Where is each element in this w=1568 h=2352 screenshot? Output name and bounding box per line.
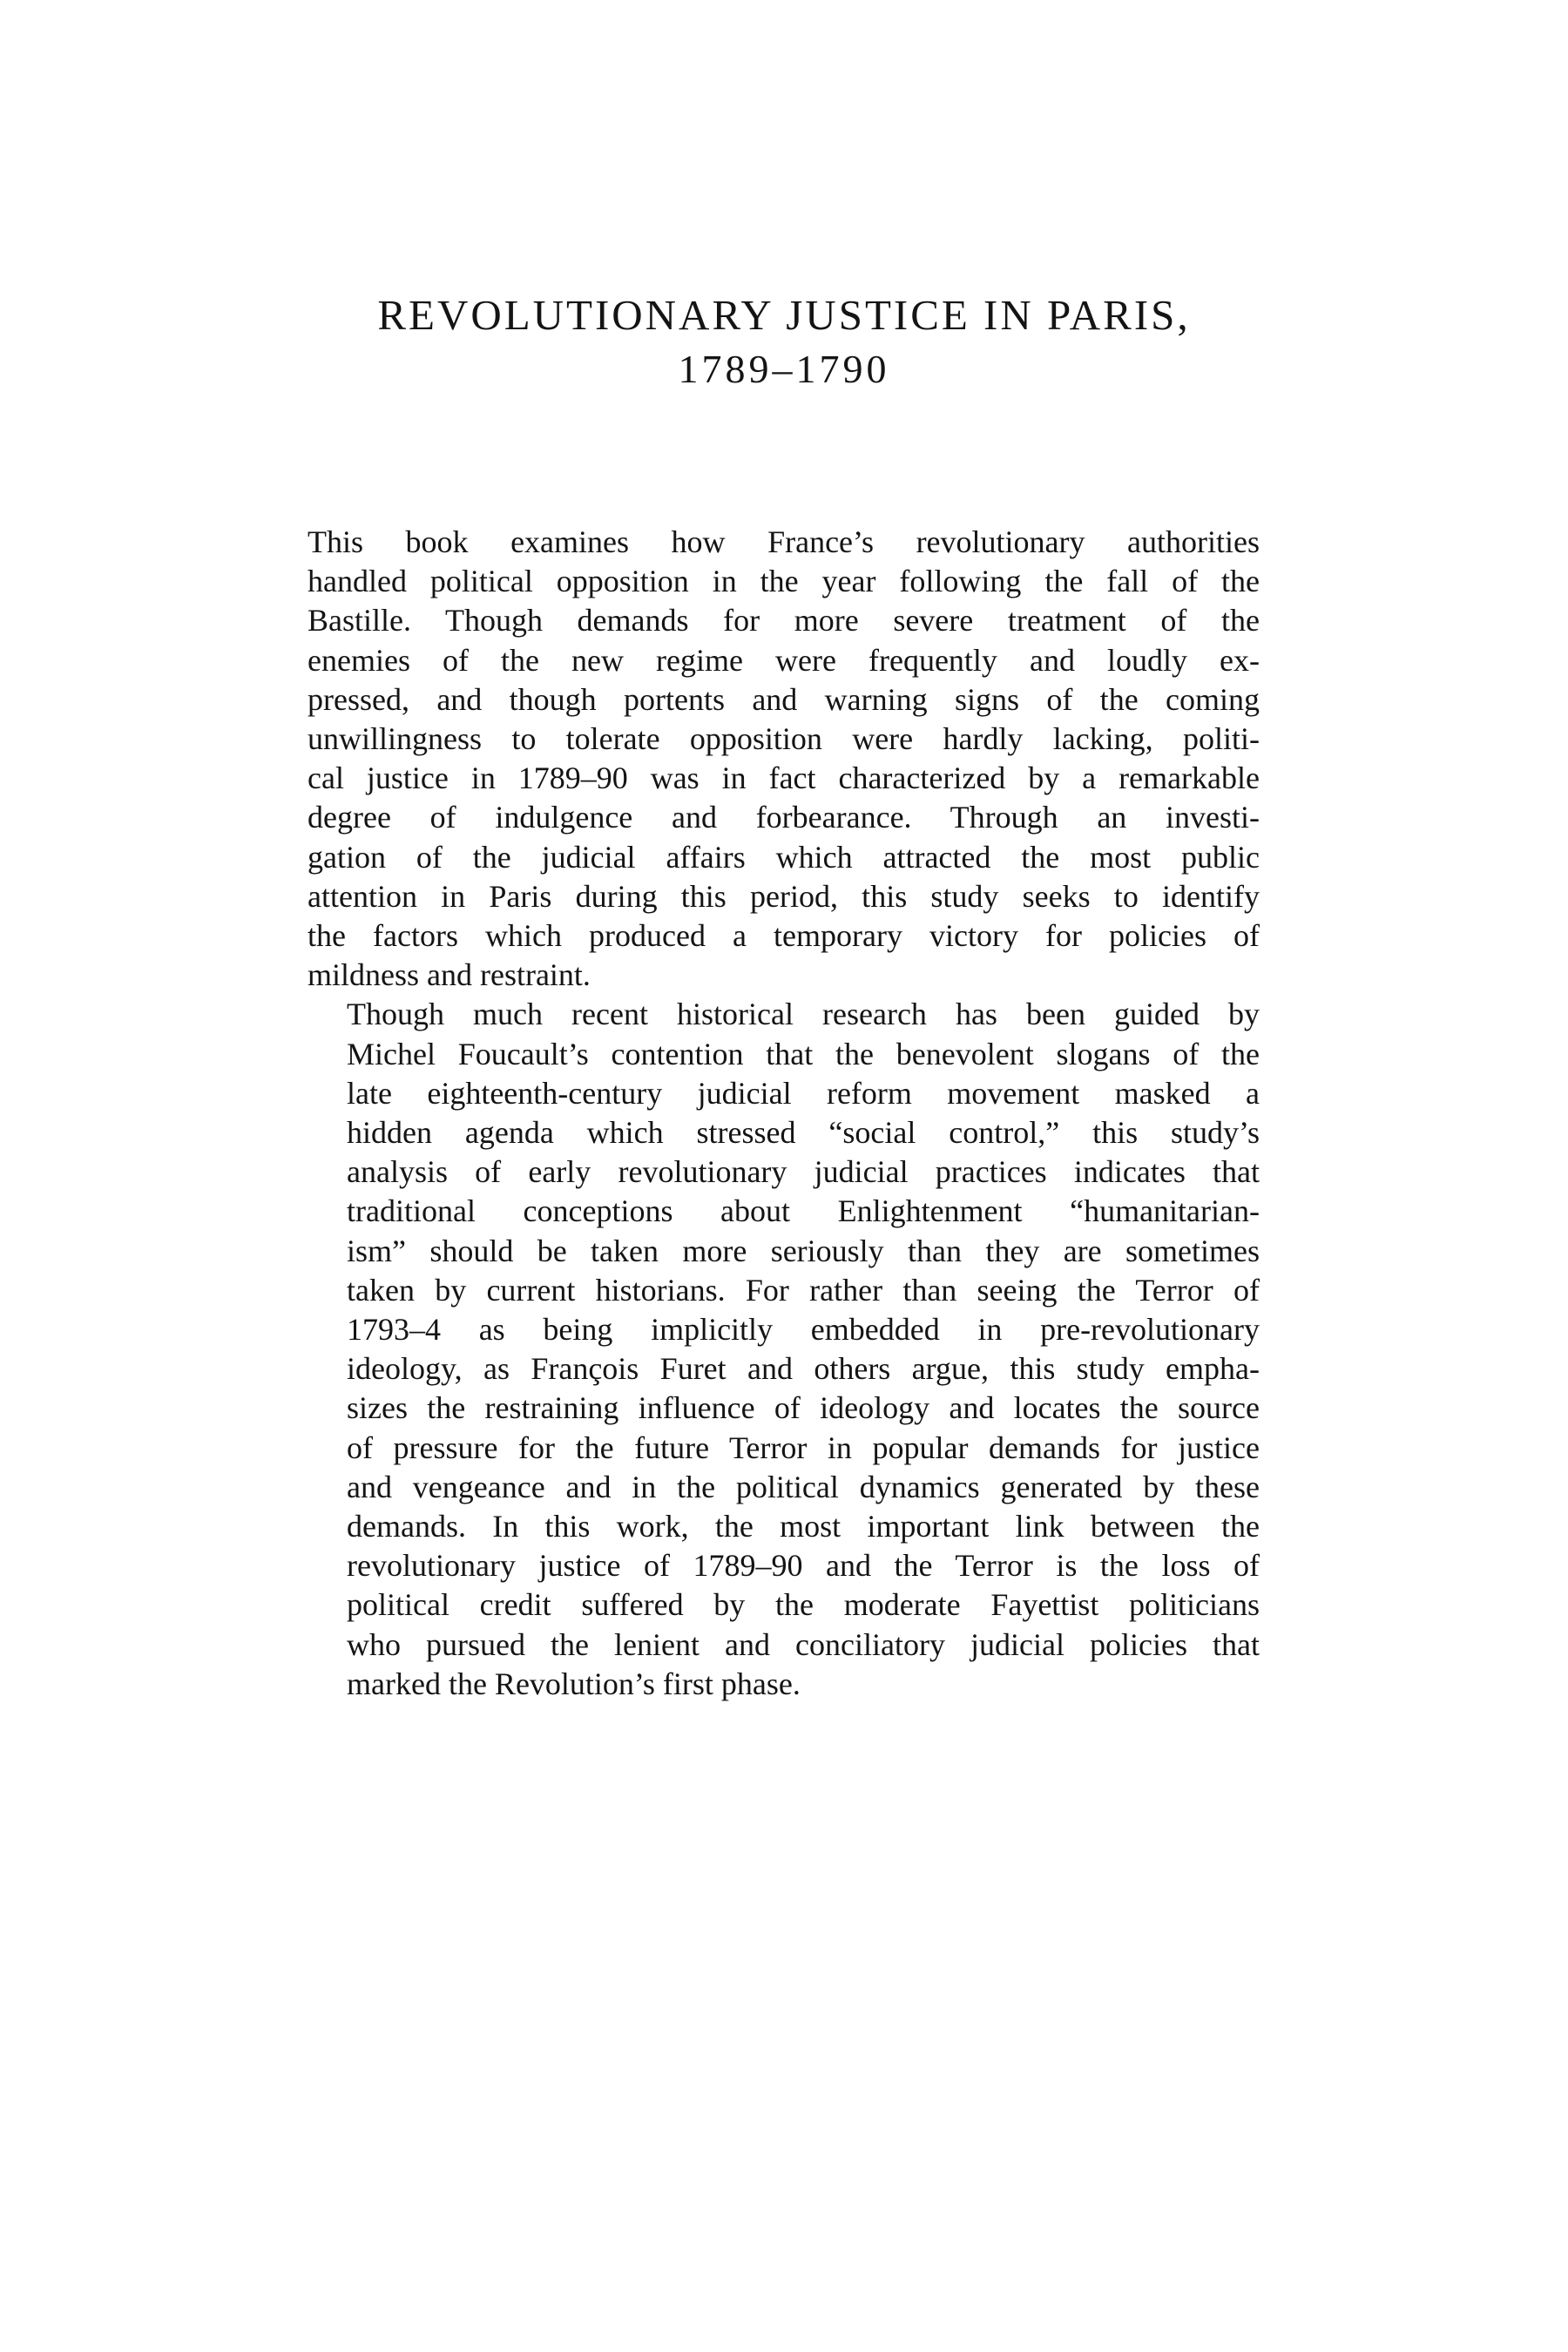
text-line: handled political opposition in the year following the fall of the bbox=[308, 564, 1260, 599]
text-line: Though much recent historical research has been guided by bbox=[347, 997, 1260, 1032]
text-line: of pressure for the future Terror in popular demands for justice bbox=[347, 1429, 1260, 1465]
text-line: This book examines how France’s revolutionary authorities bbox=[308, 524, 1260, 559]
book-date-range: 1789–1790 bbox=[678, 347, 890, 391]
text-line: gation of the judicial affairs which attracted the most public bbox=[308, 839, 1260, 875]
text-line: sizes the restraining influence of ideology and locates the source bbox=[347, 1390, 1260, 1426]
text-line: unwillingness to tolerate opposition were hardly lacking, politi- bbox=[308, 721, 1260, 757]
text-line: ism” should be taken more seriously than they are sometimes bbox=[347, 1233, 1260, 1268]
text-line: hidden agenda which stressed “social control,” this study’s bbox=[347, 1115, 1260, 1151]
text-line: marked the Revolution’s first phase. bbox=[347, 1666, 801, 1701]
text-line: revolutionary justice of 1789–90 and the Terror is the loss of bbox=[347, 1548, 1260, 1584]
text-line: pressed, and though portents and warning signs of the coming bbox=[308, 681, 1260, 717]
text-line: Bastille. Though demands for more severe treatment of the bbox=[308, 603, 1260, 639]
text-line: and vengeance and in the political dynamics generated by these bbox=[347, 1469, 1260, 1504]
text-line: Michel Foucault’s contention that the benevolent slogans of the bbox=[347, 1036, 1260, 1071]
text-line: mildness and restraint. bbox=[308, 957, 591, 993]
text-line: attention in Paris during this period, this study seeks to identify bbox=[308, 878, 1260, 914]
description-paragraph-2 bbox=[308, 995, 1260, 1704]
text-line: demands. In this work, the most important link between the bbox=[347, 1509, 1260, 1544]
book-title: REVOLUTIONARY JUSTICE IN PARIS, bbox=[377, 291, 1191, 339]
text-line: who pursued the lenient and conciliatory judicial policies that bbox=[347, 1626, 1260, 1662]
book-description bbox=[308, 523, 1260, 1704]
text-line: cal justice in 1789–90 was in fact characterized by a remarkable bbox=[308, 760, 1260, 796]
title-block bbox=[174, 287, 1394, 395]
text-line: enemies of the new regime were frequently and loudly ex- bbox=[308, 642, 1260, 678]
text-line: political credit suffered by the moderate Fayettist politicians bbox=[347, 1587, 1260, 1623]
text-line: late eighteenth-century judicial reform movement masked a bbox=[347, 1075, 1260, 1111]
text-line: the factors which produced a temporary victory for policies of bbox=[308, 918, 1260, 954]
text-line: degree of indulgence and forbearance. Through an investi- bbox=[308, 800, 1260, 835]
text-line: 1793–4 as being implicitly embedded in pre-revolutionary bbox=[347, 1312, 1260, 1348]
text-line: analysis of early revolutionary judicial practices indicates that bbox=[347, 1154, 1260, 1190]
text-line: ideology, as François Furet and others argue, this study empha- bbox=[347, 1351, 1260, 1387]
text-line: taken by current historians. For rather than seeing the Terror of bbox=[347, 1272, 1260, 1308]
description-paragraph-1 bbox=[308, 523, 1260, 995]
text-line: traditional conceptions about Enlightenment “humanitarian- bbox=[347, 1193, 1260, 1229]
